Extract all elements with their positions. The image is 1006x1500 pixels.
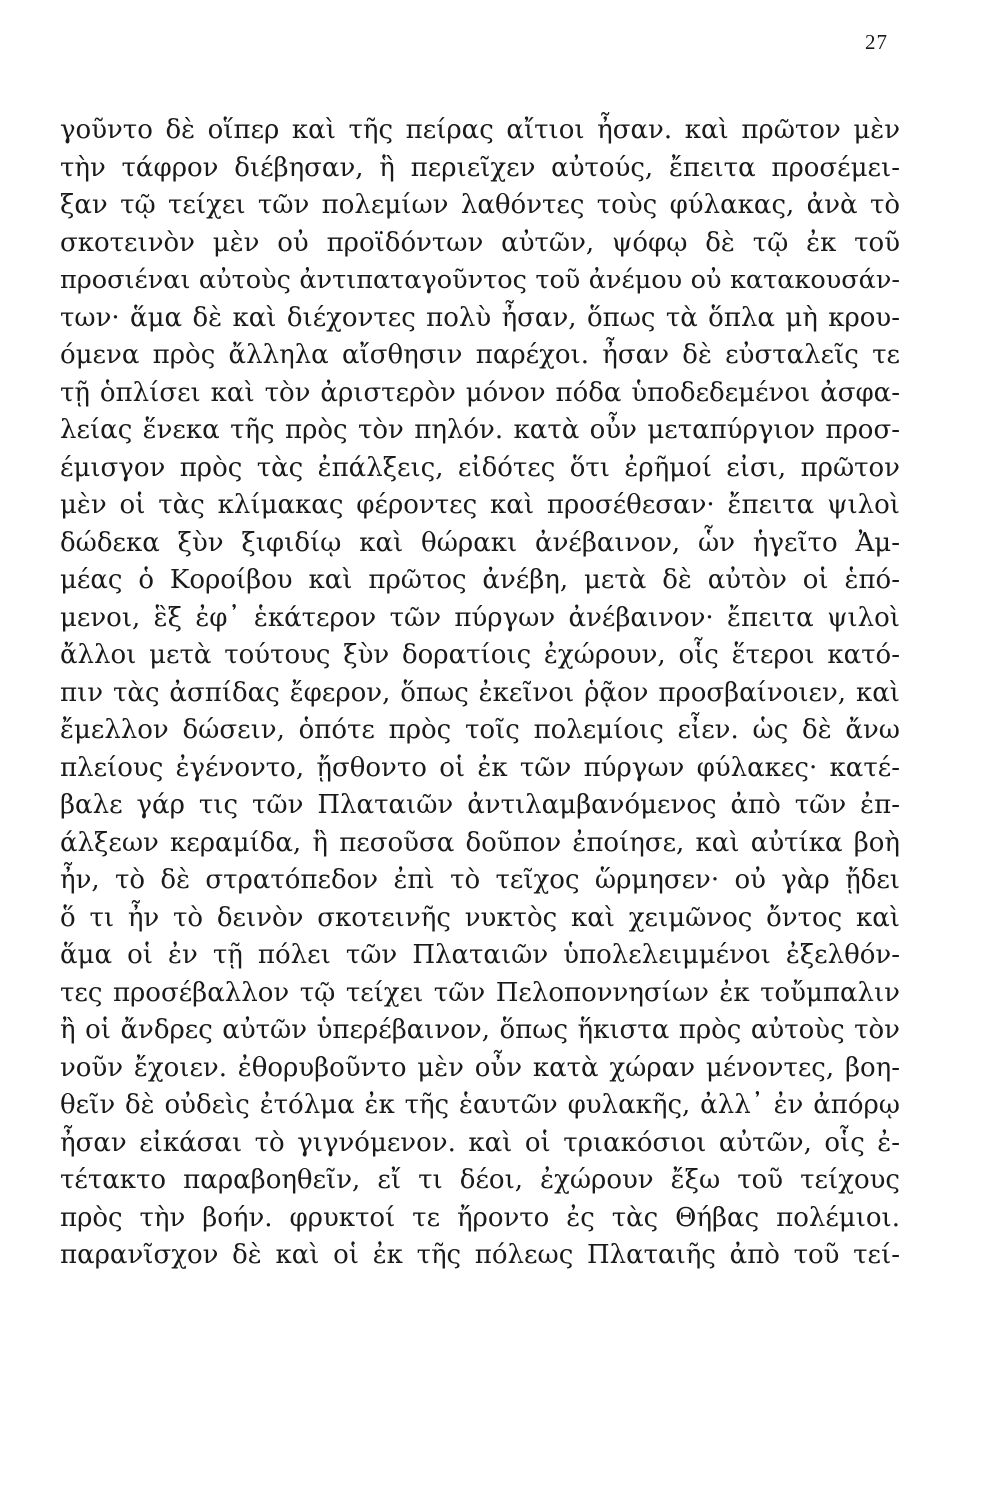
text-line: τέτακτο παραβοηθεῖν, εἴ τι δέοι, ἐχώρουν ἔξω τοῦ τείχους (60, 1165, 900, 1195)
text-line: ἅμα οἱ ἐν τῇ πόλει τῶν Πλαταιῶν ὑπολελειμμένοι ἐξελθόν- (60, 940, 900, 970)
text-line: παρανῖσχον δὲ καὶ οἱ ἐκ τῆς πόλεως Πλαταιῆς ἀπὸ τοῦ τεί- (60, 1240, 900, 1270)
text-line: έμισγον πρὸς τὰς ἐπάλξεις, εἰδότες ὅτι ἐρῆμοί εἰσι, πρῶτον (60, 452, 900, 483)
text-line: των· ἅμα δὲ καὶ διέχοντες πολὺ ἦσαν, ὅπως τὰ ὅπλα μὴ κρου- (60, 302, 900, 333)
text-line: άλξεων κεραμίδα, ἣ πεσοῦσα δοῦπον ἐποίησε, καὶ αὐτίκα βοὴ (60, 827, 900, 858)
text-line: ξαν τῷ τείχει τῶν πολεμίων λαθόντες τοὺς φύλακας, ἀνὰ τὸ (60, 190, 900, 220)
text-line: μέας ὁ Κοροίβου καὶ πρῶτος ἀνέβη, μετὰ δὲ αὐτὸν οἱ ἑπό- (60, 565, 900, 595)
text-line: ἄλλοι μετὰ τούτους ξὺν δορατίοις ἐχώρουν, οἷς ἕτεροι κατό- (60, 640, 900, 670)
text-line: τες προσέβαλλον τῷ τείχει τῶν Πελοποννησίων ἐκ τοὔμπαλιν (60, 977, 900, 1008)
text-line: θεῖν δὲ οὐδεὶς ἐτόλμα ἐκ τῆς ἑαυτῶν φυλακῆς, ἀλλ᾽ ἐν ἀπόρῳ (60, 1090, 900, 1120)
text-line: προσιέναι αὐτοὺς ἀντιπαταγοῦντος τοῦ ἀνέμου οὐ κατακουσάν- (60, 265, 900, 295)
text-line: ἦν, τὸ δὲ στρατόπεδον ἐπὶ τὸ τεῖχος ὥρμησεν· οὐ γὰρ ᾔδει (60, 865, 900, 895)
text-line: τὴν τάφρον διέβησαν, ἣ περιεῖχεν αὐτούς, ἔπειτα προσέμει- (60, 152, 900, 183)
page-number: 27 (865, 30, 888, 54)
text-line: ἢ οἱ ἄνδρες αὐτῶν ὑπερέβαινον, ὅπως ἥκιστα πρὸς αὐτοὺς τὸν (60, 1015, 900, 1045)
text-line: νοῦν ἔχοιεν. ἐθορυβοῦντο μὲν οὖν κατὰ χώραν μένοντες, βοη- (60, 1052, 900, 1083)
text-line: σκοτεινὸν μὲν οὐ προϊδόντων αὐτῶν, ψόφῳ δὲ τῷ ἐκ τοῦ (60, 227, 900, 258)
text-line: μενοι, ἓξ ἐφ᾽ ἑκάτερον τῶν πύργων ἀνέβαινον· ἔπειτα ψιλοὶ (60, 602, 900, 633)
text-line: τῇ ὁπλίσει καὶ τὸν ἀριστερὸν μόνον πόδα ὑποδεδεμένοι ἀσφα- (60, 377, 900, 408)
greek-text-body (60, 112, 900, 1275)
text-line: ἦσαν εἰκάσαι τὸ γιγνόμενον. καὶ οἱ τριακόσιοι αὐτῶν, οἷς ἐ- (60, 1127, 900, 1158)
text-line: όμενα πρὸς ἄλληλα αἴσθησιν παρέχοι. ἦσαν δὲ εὐσταλεῖς τε (60, 340, 900, 370)
text-line: λείας ἕνεκα τῆς πρὸς τὸν πηλόν. κατὰ οὖν μεταπύργιον προσ- (60, 415, 900, 445)
text-line: βαλε γάρ τις τῶν Πλαταιῶν ἀντιλαμβανόμενος ἀπὸ τῶν ἐπ- (60, 790, 900, 820)
text-line: πλείους ἐγένοντο, ᾔσθοντο οἱ ἐκ τῶν πύργων φύλακες· κατέ- (60, 752, 900, 783)
text-line: πιν τὰς ἀσπίδας ἔφερον, ὅπως ἐκεῖνοι ῥᾷον προσβαίνοιεν, καὶ (60, 677, 900, 708)
text-line: γοῦντο δὲ οἵπερ καὶ τῆς πείρας αἴτιοι ἦσαν. καὶ πρῶτον μὲν (60, 115, 900, 145)
text-line: πρὸς τὴν βοήν. φρυκτοί τε ἤροντο ἐς τὰς Θήβας πολέμιοι. (60, 1202, 900, 1233)
text-line: δώδεκα ξὺν ξιφιδίῳ καὶ θώρακι ἀνέβαινον, ὧν ἡγεῖτο Ἀμ- (60, 527, 900, 558)
text-line: μὲν οἱ τὰς κλίμακας φέροντες καὶ προσέθεσαν· ἔπειτα ψιλοὶ (60, 490, 900, 520)
text-line: ἔμελλον δώσειν, ὁπότε πρὸς τοῖς πολεμίοις εἶεν. ὡς δὲ ἄνω (60, 715, 900, 745)
text-line: ὅ τι ἦν τὸ δεινὸν σκοτεινῆς νυκτὸς καὶ χειμῶνος ὄντος καὶ (60, 902, 900, 933)
